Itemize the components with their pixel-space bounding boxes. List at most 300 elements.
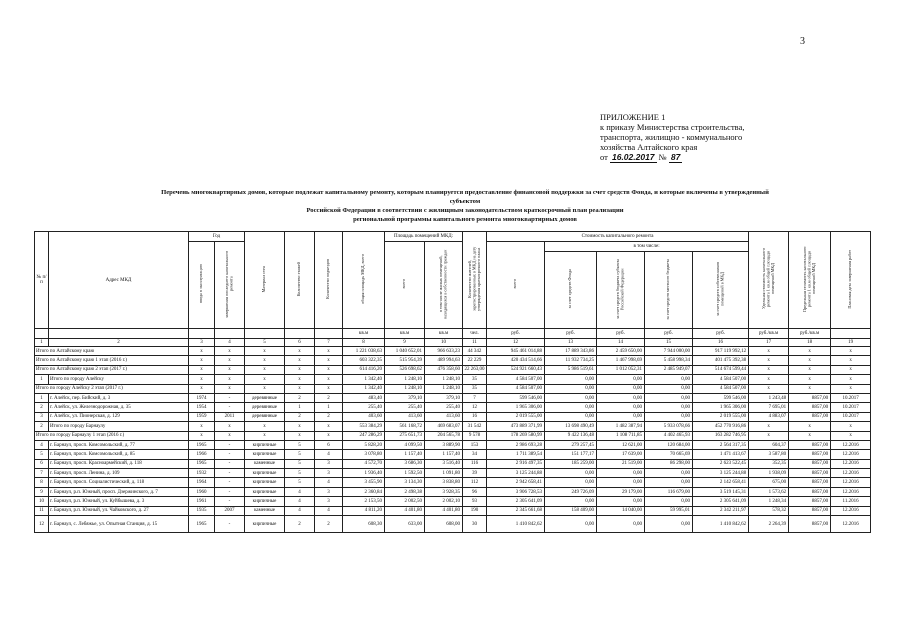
table-cell: 2 342 211,97 <box>693 506 749 515</box>
table-cell: 2 153,50 <box>343 497 385 506</box>
table-cell: х <box>789 347 831 356</box>
table-cell: 1935 <box>189 506 215 515</box>
table-cell: деревянные <box>245 393 285 402</box>
table-cell: 3 134,30 <box>385 478 425 487</box>
table-cell: кирпичные <box>245 516 285 533</box>
table-cell: 3 906 728,53 <box>487 487 545 496</box>
column-number-cell: 2 <box>49 339 189 347</box>
table-cell: х <box>189 347 215 356</box>
table-cell: 12.2016 <box>831 440 871 449</box>
unit-cell: руб. <box>693 329 749 339</box>
table-cell: х <box>789 356 831 365</box>
table-cell: х <box>789 431 831 440</box>
table-cell: 4 <box>315 478 343 487</box>
house-address: г. Алейск, ул. Пионерская, д. 129 <box>49 412 189 421</box>
table-cell: 1961 <box>189 497 215 506</box>
header-premises-total: всего <box>385 242 425 329</box>
table-cell: 12 621,00 <box>597 440 645 449</box>
table-cell: 2 942 658,41 <box>487 478 545 487</box>
table-cell: х <box>315 422 343 431</box>
table-cell: 1 157,40 <box>385 450 425 459</box>
house-address: г. Барнаул, просп. Красноармейский, д. 118 <box>49 459 189 468</box>
table-cell: 1 467 998,69 <box>597 356 645 365</box>
table-cell: 553 384,29 <box>343 422 385 431</box>
table-cell: 3 516,40 <box>425 459 463 468</box>
column-number-cell: 18 <box>789 339 831 347</box>
table-cell: 2 264,39 <box>749 516 789 533</box>
header-owners: за счет средств собственников помещений в МКД <box>693 252 749 329</box>
table-cell: х <box>315 375 343 384</box>
table-cell: 275 651,73 <box>385 431 425 440</box>
table-cell: 1 248,10 <box>425 384 463 393</box>
table-cell: 489 994,63 <box>425 356 463 365</box>
table-cell: 1 938,09 <box>749 469 789 478</box>
table-cell: 7 695,01 <box>749 403 789 412</box>
column-number-cell: 6 <box>285 339 315 347</box>
table-cell: 403,60 <box>343 412 385 421</box>
table-cell: 8857,00 <box>789 506 831 515</box>
table-cell: 34 <box>463 450 487 459</box>
table-cell: 2 485 949,07 <box>645 365 693 374</box>
unit-cell <box>831 329 871 339</box>
table-cell: 1 936,40 <box>343 469 385 478</box>
table-cell: 2 564 317,35 <box>693 440 749 449</box>
unit-cell: чел. <box>463 329 487 339</box>
table-cell: 3 125 244,88 <box>487 469 545 478</box>
table-cell: деревянные <box>245 403 285 412</box>
row-number: 6 <box>35 459 49 468</box>
table-cell: 1960 <box>189 487 215 496</box>
table-cell: 5 <box>285 440 315 449</box>
table-cell: х <box>789 365 831 374</box>
table-cell: 945 461 014,88 <box>487 347 545 356</box>
table-cell: 608,00 <box>425 516 463 533</box>
table-cell: 469 683,07 <box>425 422 463 431</box>
table-cell: 12.2016 <box>831 450 871 459</box>
header-subject: за счет средств бюджета субъекта Российской Федерации <box>597 252 645 329</box>
table-cell: 4 811,20 <box>343 506 385 515</box>
table-cell: 633,00 <box>385 516 425 533</box>
table-cell: 8857,00 <box>789 469 831 478</box>
table-cell: 614 416,20 <box>343 365 385 374</box>
header-including: в том числе: <box>545 242 749 252</box>
table-cell: кирпичные <box>245 478 285 487</box>
table-cell: х <box>789 375 831 384</box>
table-cell: 1 471 413,67 <box>693 450 749 459</box>
table-cell: 526 698,62 <box>385 365 425 374</box>
house-row <box>35 478 871 487</box>
table-cell: х <box>789 422 831 431</box>
table-cell: 8857,00 <box>789 440 831 449</box>
header-deadline: Плановая дата завершения работ <box>831 232 871 329</box>
table-cell: 0,00 <box>597 497 645 506</box>
table-cell: 1 157,40 <box>425 450 463 459</box>
table-cell: х <box>285 375 315 384</box>
table-cell: 0,00 <box>545 478 597 487</box>
houses-table <box>34 231 871 533</box>
row-label: Итого по Алтайскому краю 1 этап (2016 г.) <box>35 356 189 365</box>
table-cell: - <box>215 403 245 412</box>
table-cell: 1964 <box>189 478 215 487</box>
title-line: региональной программы капитального ремонта многоквартирных домов <box>353 216 577 223</box>
table-cell: 4 <box>315 450 343 459</box>
table-cell: 3 587,80 <box>749 450 789 459</box>
house-address: г. Барнаул, р.п. Южный, ул. Чайковского, д. 27 <box>49 506 189 515</box>
table-cell: 3 455,90 <box>343 478 385 487</box>
table-cell: 255,40 <box>425 403 463 412</box>
house-address: г. Алейск, пер. Бийский, д. 3 <box>49 393 189 402</box>
table-cell: х <box>749 431 789 440</box>
unit-cell: руб. <box>597 329 645 339</box>
table-cell: х <box>789 384 831 393</box>
appendix-line: транспорта, жилищно - коммунального <box>600 132 743 142</box>
table-cell: 608,30 <box>343 516 385 533</box>
table-cell: 2 <box>315 412 343 421</box>
table-cell: 2007 <box>215 506 245 515</box>
row-label: Итого по Алтайскому краю 2 этап (2017 г.) <box>35 365 189 374</box>
unit-cell: руб. <box>487 329 545 339</box>
table-cell: 2 002,10 <box>425 497 463 506</box>
column-number-cell: 9 <box>385 339 425 347</box>
table-cell: х <box>215 431 245 440</box>
column-number-cell: 15 <box>645 339 693 347</box>
table-cell: 1974 <box>189 393 215 402</box>
row-number: 4 <box>35 440 49 449</box>
table-cell: 1 342,40 <box>343 384 385 393</box>
row-label: Итого по городу Алейску 2 этап (2017 г.) <box>35 384 189 393</box>
column-number-cell: 1 <box>35 339 49 347</box>
table-cell: - <box>215 393 245 402</box>
table-cell: х <box>315 356 343 365</box>
table-cell: 4 <box>315 506 343 515</box>
appendix-line: хозяйства Алтайского края <box>600 142 698 152</box>
table-cell: 1965 <box>189 516 215 533</box>
table-cell: 4 584 507,00 <box>693 375 749 384</box>
table-cell: 9 422 136,48 <box>545 431 597 440</box>
table-cell: 96 <box>463 487 487 496</box>
table-cell: 16 <box>463 412 487 421</box>
header-local: за счет средств местного бюджета <box>645 252 693 329</box>
table-cell: 452 770 916,86 <box>693 422 749 431</box>
table-cell: 8857,00 <box>789 516 831 533</box>
unit-cell: кв.м <box>425 329 463 339</box>
table-cell: 599 546,00 <box>693 393 749 402</box>
table-cell: 255,40 <box>343 403 385 412</box>
table-cell: 0,00 <box>645 516 693 533</box>
table-cell: 0,00 <box>645 469 693 478</box>
table-cell: 5 458 998,34 <box>645 356 693 365</box>
table-cell: 3 928,35 <box>425 487 463 496</box>
table-cell: 0,00 <box>597 384 645 393</box>
table-cell: 379,10 <box>385 393 425 402</box>
table-cell: 5 <box>285 469 315 478</box>
table-cell: 1 108 711,85 <box>597 431 645 440</box>
table-cell: 1 <box>285 403 315 412</box>
table-cell: х <box>831 365 871 374</box>
header-cost-total: всего <box>487 242 545 329</box>
table-cell: 1 592,50 <box>385 469 425 478</box>
table-cell: 12.2016 <box>831 459 871 468</box>
table-cell: 1 221 038,63 <box>343 347 385 356</box>
table-cell: 12.2016 <box>831 469 871 478</box>
appendix-title: ПРИЛОЖЕНИЕ 1 <box>600 112 666 122</box>
table-cell: 3 078,80 <box>343 450 385 459</box>
unit-cell <box>189 329 215 339</box>
table-cell: 1 410 842,62 <box>693 516 749 533</box>
house-row <box>35 403 871 412</box>
table-cell: х <box>315 431 343 440</box>
table-cell: 1932 <box>189 469 215 478</box>
table-cell: 12 <box>463 403 487 412</box>
house-row <box>35 516 871 533</box>
row-number: 5 <box>35 450 49 459</box>
header-floors: Количество этажей <box>285 232 315 329</box>
column-number-cell: 14 <box>597 339 645 347</box>
table-cell: х <box>215 365 245 374</box>
row-number: 2 <box>35 403 49 412</box>
table-cell: 917 119 992,12 <box>693 347 749 356</box>
title-line: Российской Федерации в соответствии с жилищным законодательством краткосрочный план реализации <box>306 207 624 214</box>
header-entrances: Количество подъездов <box>315 232 343 329</box>
units-row <box>35 329 871 339</box>
table-cell: 8857,00 <box>789 393 831 402</box>
house-address: г. Барнаул, просп. Комсомольский, д. 77 <box>49 440 189 449</box>
table-cell: х <box>315 365 343 374</box>
table-cell: 0,00 <box>545 403 597 412</box>
table-cell: 1 091,80 <box>425 469 463 478</box>
table-cell: 1 410 842,62 <box>487 516 545 533</box>
table-cell: 1 482 387,94 <box>597 422 645 431</box>
table-cell: 112 <box>463 478 487 487</box>
house-row <box>35 459 871 468</box>
row-number: 8 <box>35 478 49 487</box>
table-cell: 11.2016 <box>831 497 871 506</box>
header-premises-residents: в том числе жилых помещений, находящихся в собственности граждан <box>425 242 463 329</box>
unit-cell: кв.м <box>385 329 425 339</box>
row-number: 10 <box>35 497 49 506</box>
unit-cell: руб. <box>545 329 597 339</box>
row-label: Итого по Алтайскому краю <box>35 347 189 356</box>
header-address: Адрес МКД <box>49 232 189 329</box>
table-cell: 966 633,23 <box>425 347 463 356</box>
table-cell: х <box>831 375 871 384</box>
table-cell: 0,00 <box>645 403 693 412</box>
table-cell: 2 459 650,00 <box>597 347 645 356</box>
table-cell: х <box>189 384 215 393</box>
table-cell: 163 282 746,95 <box>693 431 749 440</box>
table-cell: х <box>245 375 285 384</box>
table-cell: х <box>315 384 343 393</box>
table-cell: 1959 <box>189 412 215 421</box>
table-cell: х <box>285 384 315 393</box>
header-year-built: ввода в эксплуатацию <box>189 242 215 329</box>
table-cell: 10.2017 <box>831 393 871 402</box>
summary-row <box>35 365 871 374</box>
table-cell: 0,00 <box>545 384 597 393</box>
table-cell: 0,00 <box>545 516 597 533</box>
table-cell: 12.2016 <box>831 478 871 487</box>
table-cell: 279 257,45 <box>545 440 597 449</box>
table-cell: 0,00 <box>545 375 597 384</box>
row-number: 1 <box>35 393 49 402</box>
unit-cell: руб./кв.м <box>749 329 789 339</box>
table-cell: х <box>189 365 215 374</box>
table-cell: 0,00 <box>645 412 693 421</box>
table-cell: 1 040 652,01 <box>385 347 425 356</box>
table-cell: кирпичные <box>245 440 285 449</box>
summary-row <box>35 356 871 365</box>
table-cell: 0,00 <box>597 412 645 421</box>
table-cell: 5 986 519,61 <box>545 365 597 374</box>
row-number: 3 <box>35 412 49 421</box>
column-number-cell: 8 <box>343 339 385 347</box>
house-row <box>35 440 871 449</box>
table-cell: 524 921 660,43 <box>487 365 545 374</box>
column-number-cell: 17 <box>749 339 789 347</box>
table-cell: 2 <box>285 393 315 402</box>
table-cell: 35 <box>463 375 487 384</box>
table-cell: 3 125 244,88 <box>693 469 749 478</box>
table-cell: 420 434 514,66 <box>487 356 545 365</box>
table-cell: 13 698 490,49 <box>545 422 597 431</box>
table-cell: 413,60 <box>385 412 425 421</box>
house-address: г. Алейск, ул. Железнодорожная, д. 35 <box>49 403 189 412</box>
table-cell: 116 <box>463 459 487 468</box>
house-address: г. Барнаул, с. Лебяжье, ул. Опытная Станция, д. 15 <box>49 516 189 533</box>
table-cell: 4 572,70 <box>343 459 385 468</box>
table-cell: - <box>215 516 245 533</box>
unit-cell <box>35 329 49 339</box>
table-cell: каменные <box>245 506 285 515</box>
table-cell: 7 944 000,00 <box>645 347 693 356</box>
header-fund: за счет средств Фонда <box>545 252 597 329</box>
table-cell: 22 263,00 <box>463 365 487 374</box>
table-cell: х <box>189 431 215 440</box>
row-number: 11 <box>35 506 49 515</box>
table-cell: 0,00 <box>597 469 645 478</box>
table-cell: 3 889,90 <box>425 440 463 449</box>
header-residents: Количество жителей, зарегистрированных в МКД на дату утверждения краткосрочного плана <box>463 232 487 329</box>
table-cell: 4 <box>285 487 315 496</box>
table-cell: 8857,00 <box>789 450 831 459</box>
table-cell: х <box>189 375 215 384</box>
table-cell: 4 402 465,93 <box>645 431 693 440</box>
summary-row <box>35 347 871 356</box>
header-limit: Предельная стоимость капитального ремонта 1 кв.м общей площади помещений МКД <box>789 232 831 329</box>
table-cell: 413,60 <box>425 412 463 421</box>
table-cell: 2 305 641,09 <box>693 497 749 506</box>
table-cell: 1 965 306,00 <box>487 403 545 412</box>
table-cell: - <box>215 487 245 496</box>
table-cell: 0,00 <box>645 497 693 506</box>
unit-cell <box>285 329 315 339</box>
table-cell: деревянные <box>245 412 285 421</box>
table-cell: 10.2017 <box>831 403 871 412</box>
table-cell: - <box>215 450 245 459</box>
table-cell: х <box>831 422 871 431</box>
city-total-row <box>35 422 871 431</box>
table-cell: 0,00 <box>645 384 693 393</box>
table-cell: х <box>831 347 871 356</box>
table-cell: 249 726,09 <box>545 487 597 496</box>
table-cell: х <box>749 422 789 431</box>
row-label: Итого по городу Барнаулу 1 этап (2016 г.) <box>35 431 189 440</box>
table-cell: 59 995,01 <box>645 506 693 515</box>
title-line: Перечень многоквартирных домов, которые подлежат капитальному ремонту, которым планируется предоставление финансовой поддержки за счет средств Фонда, и которые включены в утвержденный субъектом <box>161 189 769 205</box>
house-address: г. Барнаул, р.п. Южный, просп. Дзержинского, д. 7 <box>49 487 189 496</box>
table-cell: 2 <box>315 393 343 402</box>
table-body <box>35 347 871 533</box>
table-cell: 1 248,10 <box>425 375 463 384</box>
table-cell: 0,00 <box>545 469 597 478</box>
table-cell: 599 546,00 <box>487 393 545 402</box>
table-cell: 514 674 599,44 <box>693 365 749 374</box>
table-cell: 4 <box>285 497 315 506</box>
house-row <box>35 393 871 402</box>
table-cell: 8857,00 <box>789 497 831 506</box>
table-cell: 247 286,29 <box>343 431 385 440</box>
table-cell: 153 <box>463 440 487 449</box>
table-cell: 2 019 555,00 <box>487 412 545 421</box>
table-cell: х <box>285 356 315 365</box>
table-cell: 4 401,80 <box>425 506 463 515</box>
table-cell: 86 298,00 <box>645 459 693 468</box>
table-cell: х <box>285 347 315 356</box>
table-cell: 12.2016 <box>831 487 871 496</box>
table-cell: 7 <box>463 393 487 402</box>
table-cell: х <box>285 422 315 431</box>
table-cell: 2 345 661,68 <box>487 506 545 515</box>
appendix-line: к приказу Министерства строительства, <box>600 122 745 132</box>
table-cell: 675,00 <box>749 478 789 487</box>
table-cell: - <box>215 478 245 487</box>
table-cell: 4 401,80 <box>385 506 425 515</box>
table-cell: 515 954,39 <box>385 356 425 365</box>
table-cell: 476 358,60 <box>425 365 463 374</box>
house-row <box>35 469 871 478</box>
header-year-reno: завершения последнего капитального ремонта <box>215 242 245 329</box>
column-number-cell: 10 <box>425 339 463 347</box>
house-row <box>35 450 871 459</box>
house-row <box>35 506 871 515</box>
table-cell: х <box>749 356 789 365</box>
table-cell: 379,10 <box>425 393 463 402</box>
page-number: 3 <box>800 36 805 47</box>
header-year: Год <box>189 232 245 242</box>
table-cell: 0,00 <box>597 516 645 533</box>
table-cell: каменные <box>245 459 285 468</box>
table-cell: кирпичные <box>245 450 285 459</box>
table-cell: х <box>285 365 315 374</box>
table-cell: 12.2016 <box>831 506 871 515</box>
table-cell: х <box>215 347 245 356</box>
table-cell: 0,00 <box>545 412 597 421</box>
table-cell: 2 305 641,09 <box>487 497 545 506</box>
table-cell: х <box>315 347 343 356</box>
unit-cell <box>315 329 343 339</box>
table-cell: 1965 <box>189 459 215 468</box>
table-cell: 401 475 392,38 <box>693 356 749 365</box>
row-number: 2 <box>35 422 49 431</box>
table-cell: 116 679,00 <box>645 487 693 496</box>
row-number: 12 <box>35 516 49 533</box>
table-cell: кирпичные <box>245 487 285 496</box>
table-cell: кирпичные <box>245 497 285 506</box>
table-cell: 5 828,20 <box>343 440 385 449</box>
column-number-cell: 19 <box>831 339 871 347</box>
table-cell: 2011 <box>215 412 245 421</box>
table-cell: 2 142 658,41 <box>693 478 749 487</box>
